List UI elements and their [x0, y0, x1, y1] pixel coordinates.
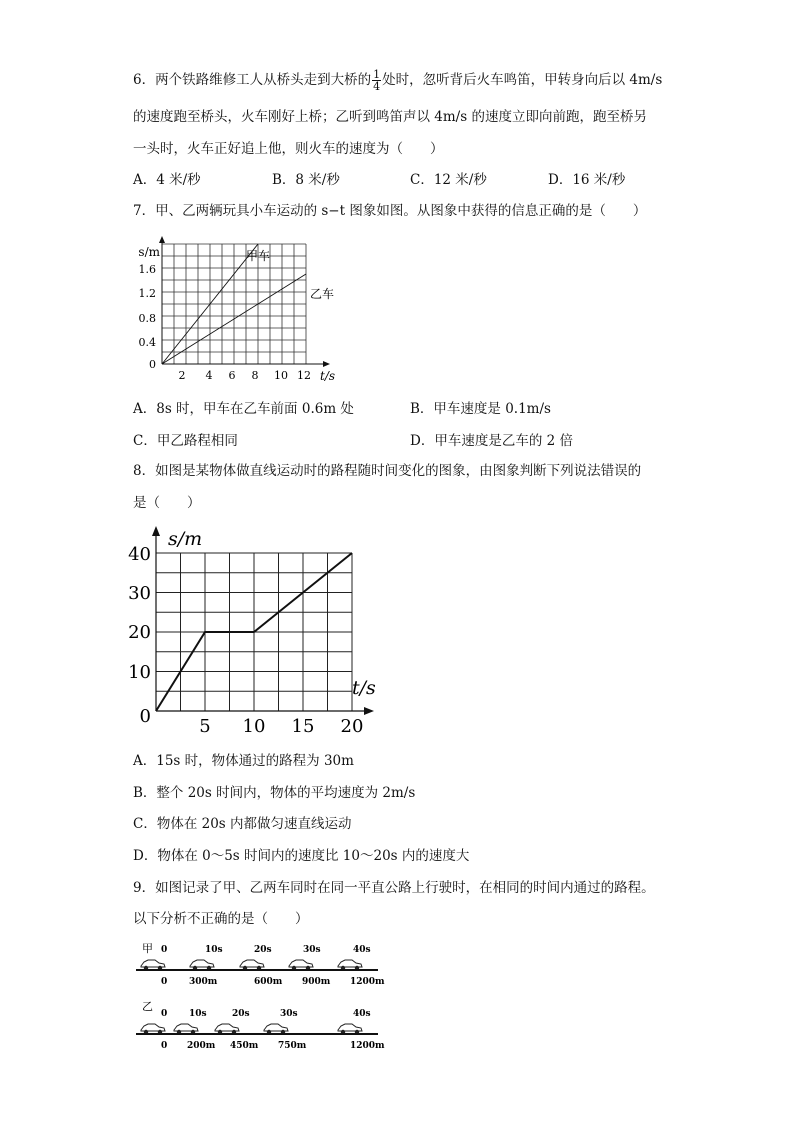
q8-stem-line2: 是（ ） [133, 495, 201, 511]
q7-xtick-3: 8 [251, 369, 259, 382]
q9-stem-line2: 以下分析不正确的是（ ） [133, 911, 309, 927]
q6-line2: 的速度跑至桥头，火车刚好上桥；乙听到鸣笛声以 4m/s 的速度立即向前跑，跑至桥另 [133, 109, 647, 125]
q9-yi-car-4 [338, 1024, 362, 1034]
q7-option-a[interactable]: A．8s 时，甲车在乙车前面 0.6m 处 [133, 401, 354, 417]
q7-option-b[interactable]: B．甲车速度是 0.1m/s [410, 401, 551, 417]
q7-ylabel: s/m [138, 245, 160, 259]
q9-jia-time-4: 40s [353, 945, 371, 955]
q9-yi-dist-3: 750m [278, 1041, 307, 1051]
q8-xtick-1: 10 [242, 716, 266, 737]
q9-yi-car-1 [174, 1024, 198, 1034]
q9-jia-car-2 [240, 960, 264, 970]
q9-yi-dist-1: 200m [187, 1041, 216, 1051]
q7-stem: 7．甲、乙两辆玩具小车运动的 s−t 图象如图。从图象中获得的信息正确的是（ ） [133, 203, 647, 219]
q9-jia-time-2: 20s [254, 945, 272, 955]
q6-frac-den: 4 [373, 80, 381, 93]
q8-xlabel: t/s [352, 677, 376, 699]
q8-xtick-2: 15 [291, 716, 315, 737]
q7-ytick-3: 1.2 [138, 287, 156, 300]
q9-yi-car-0 [141, 1024, 165, 1034]
q7-xtick-1: 4 [205, 369, 213, 382]
q7-label-jia: 甲车 [246, 249, 271, 263]
q6-option-c[interactable]: C．12 米/秒 [410, 172, 487, 188]
q9-yi-car-3 [264, 1024, 288, 1034]
q9-yi-dist-0: 0 [161, 1041, 168, 1051]
q9-yi-time-0: 0 [161, 1009, 168, 1019]
q6-option-d[interactable]: D．16 米/秒 [548, 172, 626, 188]
q9-jia-time-3: 30s [303, 945, 321, 955]
q6-frac-num: 1 [373, 68, 381, 81]
q9-yi-time-4: 40s [353, 1009, 371, 1019]
q9-jia-car-4 [338, 960, 362, 970]
q8-ytick-0: 0 [139, 706, 151, 727]
q6-line1-post: 处时，忽听背后火车鸣笛，甲转身向后以 4m/s [382, 72, 663, 88]
q7-st-graph [130, 236, 350, 388]
q7-xlabel: t/s [320, 369, 336, 383]
q9-yi-car-2 [215, 1024, 239, 1034]
q9-yi-label: 乙 [142, 1000, 153, 1013]
q8-option-b[interactable]: B．整个 20s 时间内，物体的平均速度为 2m/s [133, 785, 416, 801]
q8-st-graph [128, 522, 388, 740]
q7-xtick-2: 6 [228, 369, 236, 382]
q7-xtick-5: 12 [297, 369, 311, 382]
q9-stem-line1: 9．如图记录了甲、乙两车同时在同一平直公路上行驶时，在相同的时间内通过的路程。 [133, 880, 655, 896]
q9-distance-diagram [136, 938, 396, 1056]
q9-jia-car-0 [141, 960, 165, 970]
q7-ytick-0: 0 [149, 358, 156, 371]
q8-option-c[interactable]: C．物体在 20s 内都做匀速直线运动 [133, 816, 352, 832]
q9-yi-dist-4: 1200m [350, 1041, 385, 1051]
q6-option-b[interactable]: B．8 米/秒 [272, 172, 340, 188]
q8-ytick-2: 20 [128, 622, 151, 643]
q6-fraction [372, 69, 381, 92]
q6-line3: 一头时，火车正好追上他，则火车的速度为（ ） [133, 141, 444, 157]
q8-ytick-3: 30 [128, 583, 151, 604]
q6-line1-pre: 6．两个铁路维修工人从桥头走到大桥的 [133, 72, 372, 88]
q9-jia-dist-2: 600m [254, 977, 283, 987]
q9-jia-dist-4: 1200m [350, 977, 385, 987]
q9-yi-time-3: 30s [280, 1009, 298, 1019]
q7-option-c[interactable]: C．甲乙路程相同 [133, 433, 238, 449]
q9-jia-car-3 [289, 960, 313, 970]
q9-jia-dist-0: 0 [161, 977, 168, 987]
q8-ytick-1: 10 [128, 662, 151, 683]
q7-xtick-0: 2 [178, 369, 186, 382]
q7-label-yi: 乙车 [310, 287, 335, 301]
q9-yi-time-1: 10s [189, 1009, 207, 1019]
q9-yi-time-2: 20s [232, 1009, 250, 1019]
q9-jia-dist-3: 900m [302, 977, 331, 987]
q8-ylabel: s/m [168, 528, 203, 550]
q9-jia-label: 甲 [142, 942, 153, 955]
q9-jia-car-1 [190, 960, 214, 970]
q6-line1 [133, 69, 662, 92]
q8-xtick-3: 20 [340, 716, 364, 737]
q8-xtick-0: 5 [199, 716, 211, 737]
q9-jia-time-0: 0 [161, 945, 168, 955]
q9-jia-time-1: 10s [205, 945, 223, 955]
q9-jia-dist-1: 300m [189, 977, 218, 987]
q8-stem-line1: 8．如图是某物体做直线运动时的路程随时间变化的图象，由图象判断下列说法错误的 [133, 463, 642, 479]
q6-option-a[interactable]: A．4 米/秒 [133, 172, 201, 188]
q7-xtick-4: 10 [274, 369, 288, 382]
q9-yi-dist-2: 450m [230, 1041, 259, 1051]
q7-ytick-2: 0.8 [138, 312, 156, 325]
q8-ytick-4: 40 [128, 544, 151, 565]
q8-option-a[interactable]: A．15s 时，物体通过的路程为 30m [133, 753, 354, 769]
q7-ytick-1: 0.4 [138, 336, 156, 349]
q8-option-d[interactable]: D．物体在 0～5s 时间内的速度比 10～20s 内的速度大 [133, 848, 470, 864]
q7-ytick-4: 1.6 [138, 263, 156, 276]
q7-option-d[interactable]: D．甲车速度是乙车的 2 倍 [410, 433, 573, 449]
